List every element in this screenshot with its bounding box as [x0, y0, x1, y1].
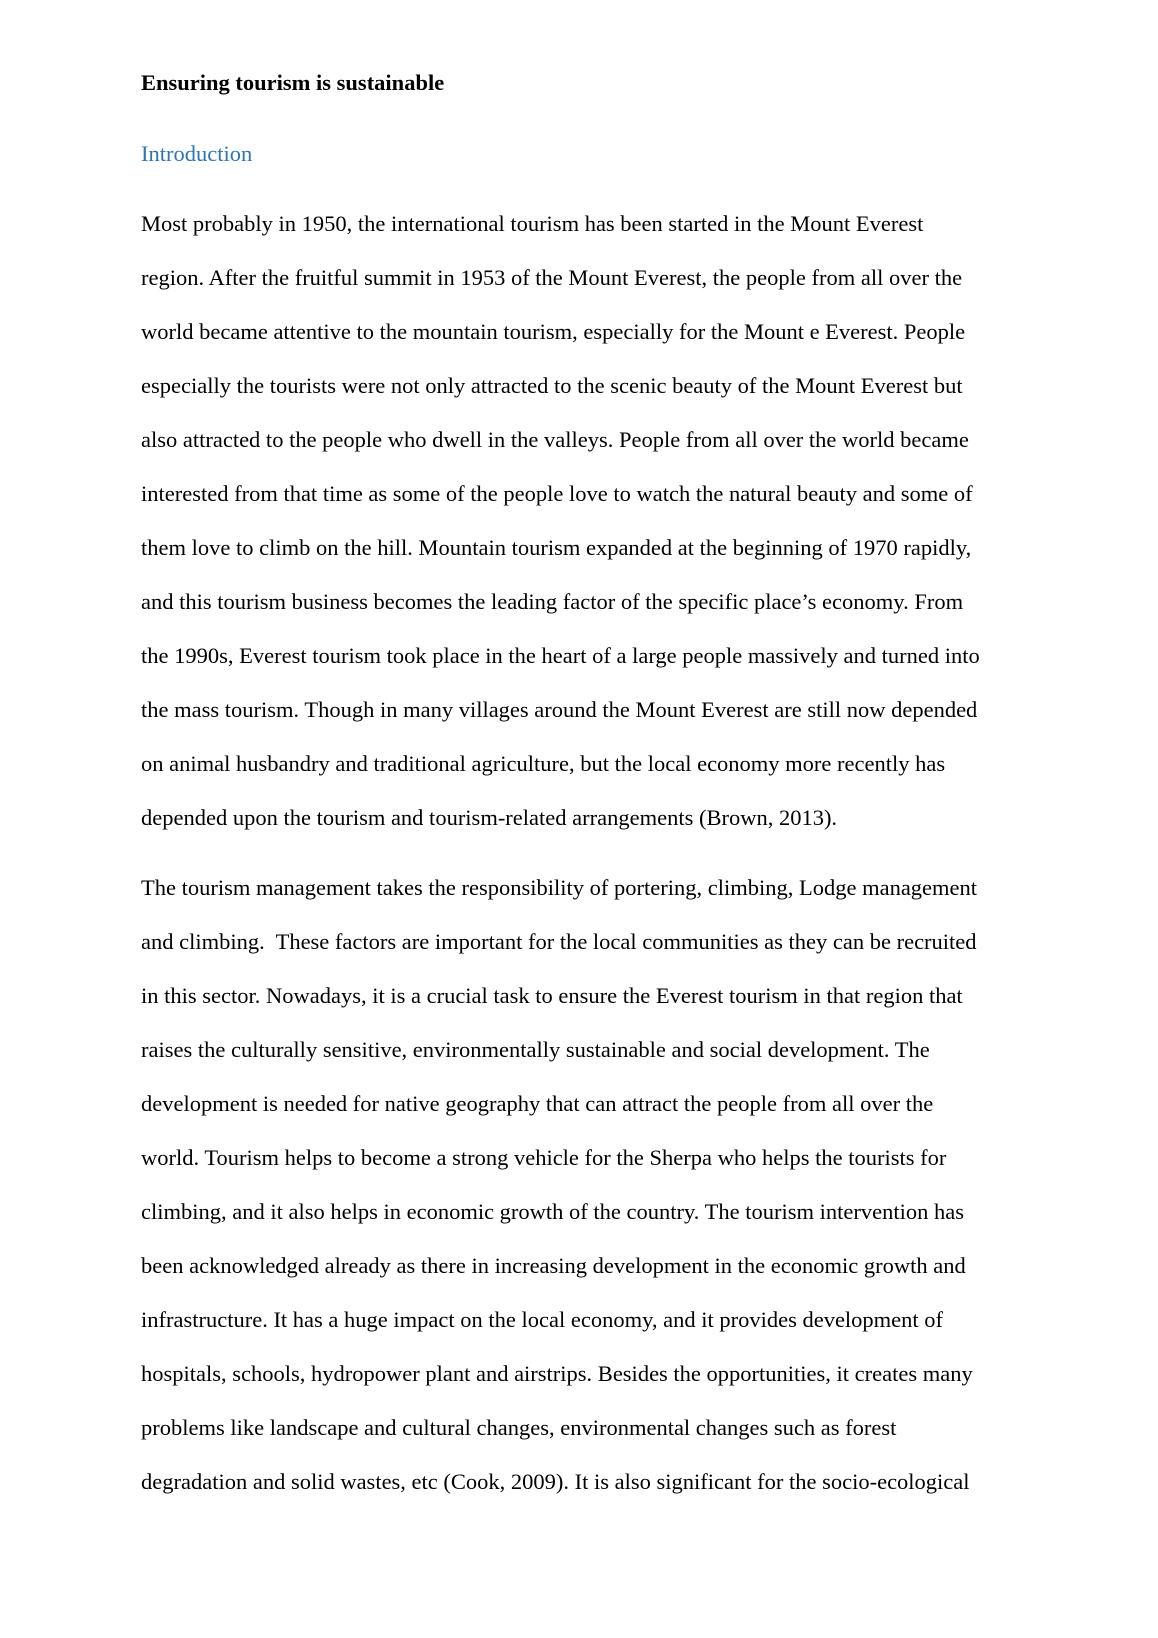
text-line: depended upon the tourism and tourism-related arrangements (Brown, 2013). [141, 805, 838, 830]
text-line: been acknowledged already as there in increasing development in the economic growth and [141, 1253, 966, 1278]
paragraph-1 [141, 209, 1041, 857]
text-line: raises the culturally sensitive, environmentally sustainable and social development. The [141, 1037, 930, 1062]
text-line: The tourism management takes the responsibility of portering, climbing, Lodge management [141, 875, 978, 900]
text-line: world. Tourism helps to become a strong vehicle for the Sherpa who helps the tourists for [141, 1145, 947, 1170]
text-line: development is needed for native geography that can attract the people from all over the [141, 1091, 934, 1116]
text-line: hospitals, schools, hydropower plant and airstrips. Besides the opportunities, it creates many [141, 1361, 973, 1386]
text-line: in this sector. Nowadays, it is a crucial task to ensure the Everest tourism in that region that [141, 983, 963, 1008]
text-line: them love to climb on the hill. Mountain tourism expanded at the beginning of 1970 rapidly, [141, 535, 972, 560]
text-line: on animal husbandry and traditional agriculture, but the local economy more recently has [141, 751, 946, 776]
text-line: degradation and solid wastes, etc (Cook, 2009). It is also significant for the socio-ecological [141, 1469, 970, 1494]
text-line: the 1990s, Everest tourism took place in the heart of a large people massively and turned into [141, 643, 980, 668]
text-line: the mass tourism. Though in many villages around the Mount Everest are still now depended [141, 697, 978, 722]
text-line: especially the tourists were not only attracted to the scenic beauty of the Mount Everest but [141, 373, 963, 398]
text-line: and climbing. These factors are important for the local communities as they can be recruited [141, 929, 977, 954]
text-line: world became attentive to the mountain tourism, especially for the Mount e Everest. People [141, 319, 966, 344]
document-title: Ensuring tourism is sustainable [141, 70, 445, 95]
section-heading-introduction: Introduction [141, 141, 253, 166]
paragraph-2 [141, 873, 1041, 1521]
text-line: region. After the fruitful summit in 1953 of the Mount Everest, the people from all over the [141, 265, 963, 290]
text-line: climbing, and it also helps in economic growth of the country. The tourism intervention has [141, 1199, 964, 1224]
text-line: problems like landscape and cultural changes, environmental changes such as forest [141, 1415, 897, 1440]
text-line: also attracted to the people who dwell in the valleys. People from all over the world became [141, 427, 969, 452]
text-line: interested from that time as some of the people love to watch the natural beauty and some of [141, 481, 973, 506]
text-line: Most probably in 1950, the international tourism has been started in the Mount Everest [141, 211, 924, 236]
text-line: and this tourism business becomes the leading factor of the specific place’s economy. From [141, 589, 964, 614]
text-line: infrastructure. It has a huge impact on the local economy, and it provides development of [141, 1307, 944, 1332]
